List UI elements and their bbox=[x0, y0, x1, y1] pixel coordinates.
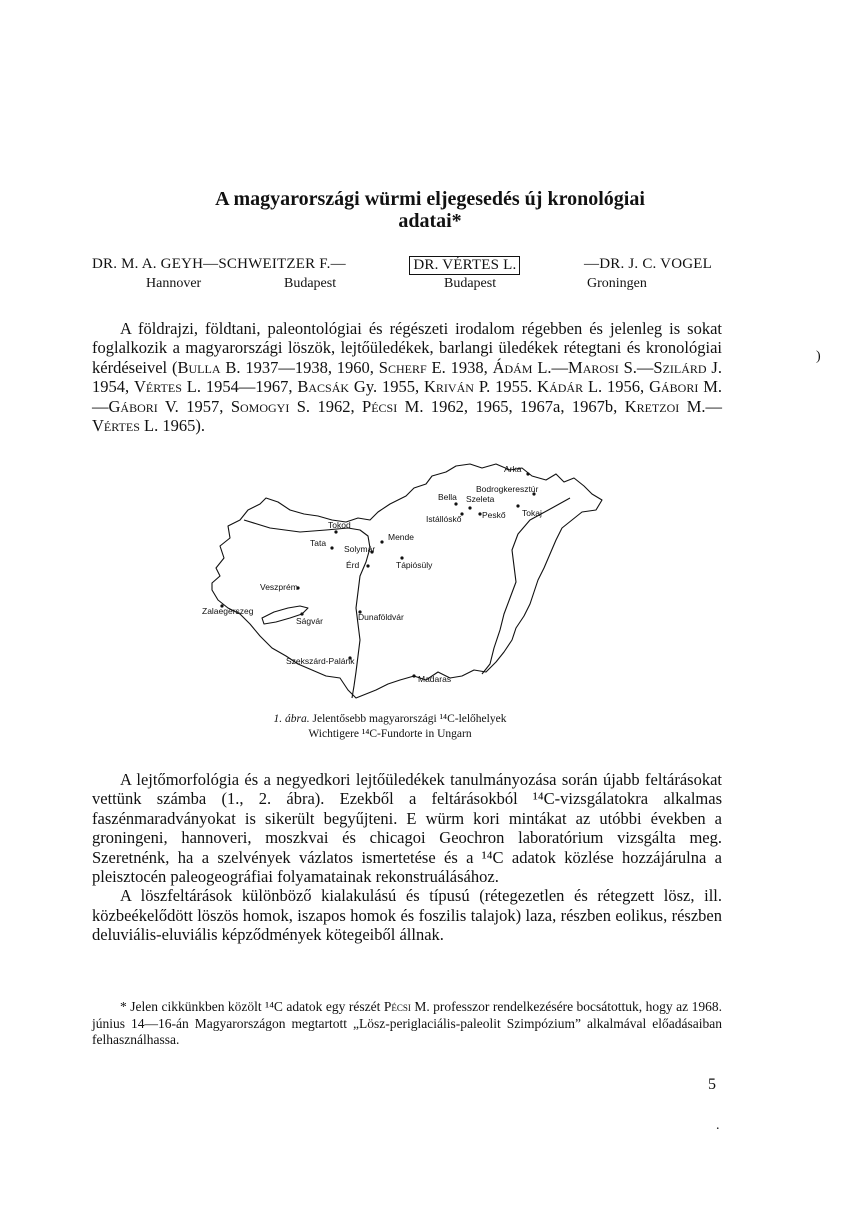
label-solymar: Solymár bbox=[344, 544, 376, 554]
authors-boxed-name: DR. VÉRTES L. bbox=[409, 256, 520, 275]
label-bella: Bella bbox=[438, 492, 457, 502]
site-madaras bbox=[412, 674, 415, 677]
country-border bbox=[212, 464, 602, 698]
authors-part-1: DR. M. A. GEYH—SCHWEITZER F.— bbox=[92, 256, 346, 272]
tisza-river bbox=[482, 498, 570, 674]
affiliation-3: Budapest bbox=[444, 276, 497, 291]
body-paragraph-1: A lejtőmorfológia és a negyedkori lejtőüledékek tanulmányozása során újabb feltárásokat vettünk számba (1., 2. ábra). Ezekből a feltárásokból ¹⁴C-vizsgálatokra alkalmas faszénmaradványokat is sikerült begyűjteni. E würm kori mintákat az utóbbi években a groningeni, hannoveri, moszkvai és chicagoi Geochron laboratórium vizsgálta meg. Szeretnénk, ha a szelvények vázlatos ismertetése és a ¹⁴C adatok közlése hozzájárulna a pleisztocén paleogeográfiai folyamatainak rekonstruálásához. bbox=[92, 770, 722, 887]
label-pesko: Peskő bbox=[482, 510, 506, 520]
footnote: * Jelen cikkünkben közölt ¹⁴C adatok egy részét Pécsi M. professzor rendelkezésére bocsátottuk, hogy az 1968. június 14—16-án Magyarországon megtartott „Lösz-periglaciális-paleolit Szimpózium” alkalmával előadásaiban felhasználhassa. bbox=[92, 999, 722, 1047]
figure-caption bbox=[250, 712, 530, 742]
authors-part-3: —DR. J. C. VOGEL bbox=[584, 256, 712, 272]
label-tapiosuly: Tápiósüly bbox=[396, 560, 433, 570]
page-number: 5 bbox=[708, 1076, 716, 1093]
title-line-2: adatai* bbox=[398, 210, 462, 232]
label-erd: Érd bbox=[346, 560, 360, 570]
label-tokaj: Tokaj bbox=[522, 508, 542, 518]
label-szekszard: Szekszárd-Palánk bbox=[286, 656, 355, 666]
label-dunafoldvar: Dunaföldvár bbox=[358, 612, 404, 622]
site-bella bbox=[454, 502, 457, 505]
affiliation-4: Groningen bbox=[587, 276, 647, 291]
label-zalaegerszeg: Zalaegerszeg bbox=[202, 606, 254, 616]
site-erd bbox=[366, 564, 369, 567]
hungary-site-map bbox=[200, 458, 620, 703]
site-tokod bbox=[334, 530, 337, 533]
site-mende bbox=[380, 540, 383, 543]
caption-german: Wichtigere ¹⁴C-Fundorte in Ungarn bbox=[308, 728, 472, 740]
site-arka bbox=[526, 472, 529, 475]
intro-paragraph: A földrajzi, földtani, paleontológiai és régészeti irodalom régebben és jelenleg is sokat foglalkozik a magyarországi löszök, lejtőüledékek, barlangi üledékek rétegtani és kronológiai kérdéseivel (Bulla B. 1937—1938, 1960, Scherf E. 1938, Ádám L.—Marosi S.—Szilárd J. 1954, Vértes L. 1954—1967, Bacsák Gy. 1955, Kriván P. 1955. Kádár L. 1956, Gábori M.—Gábori V. 1957, Somogyi S. 1962, Pécsi M. 1962, 1965, 1967a, 1967b, Kretzoi M.—Vértes L. 1965). bbox=[92, 319, 722, 436]
site-tata bbox=[330, 546, 333, 549]
label-szeleta: Szeleta bbox=[466, 494, 495, 504]
label-tata: Tata bbox=[310, 538, 327, 548]
author-line bbox=[92, 256, 712, 275]
title-line-1: A magyarországi würmi eljegesedés új kronológiai bbox=[215, 188, 645, 210]
site-szeleta bbox=[468, 506, 471, 509]
label-madaras: Madaras bbox=[418, 674, 452, 684]
label-tokod: Tokod bbox=[328, 520, 351, 530]
label-bodrogkeresztur: Bodrogkeresztúr bbox=[476, 484, 539, 494]
caption-hungarian: Jelentősebb magyarországi ¹⁴C-lelőhelyek bbox=[309, 713, 507, 725]
label-veszprem: Veszprém bbox=[260, 582, 298, 592]
margin-mark-dot: . bbox=[716, 1118, 720, 1133]
paper-title bbox=[110, 188, 750, 232]
site-tokaj bbox=[516, 504, 519, 507]
figure-number: 1. ábra. bbox=[273, 713, 310, 725]
body-text bbox=[92, 770, 722, 945]
affiliation-1: Hannover bbox=[146, 276, 202, 291]
body-paragraph-2: A löszfeltárások különböző kialakulású és típusú (rétegezetlen és rétegzett lösz, ill. közbeékelődött löszös homok, iszapos homok és foszilis talajok) laza, részben eolikus, részben deluviális-eluviális képződmények kötegeiből állnak. bbox=[92, 886, 722, 945]
label-arka: Arka bbox=[504, 464, 522, 474]
label-istalloskoe: Istállóskő bbox=[426, 514, 462, 524]
label-sagvar: Ságvár bbox=[296, 616, 323, 626]
label-mende: Mende bbox=[388, 532, 414, 542]
affiliation-2: Budapest bbox=[284, 276, 337, 291]
margin-mark-paren: ) bbox=[816, 349, 821, 364]
